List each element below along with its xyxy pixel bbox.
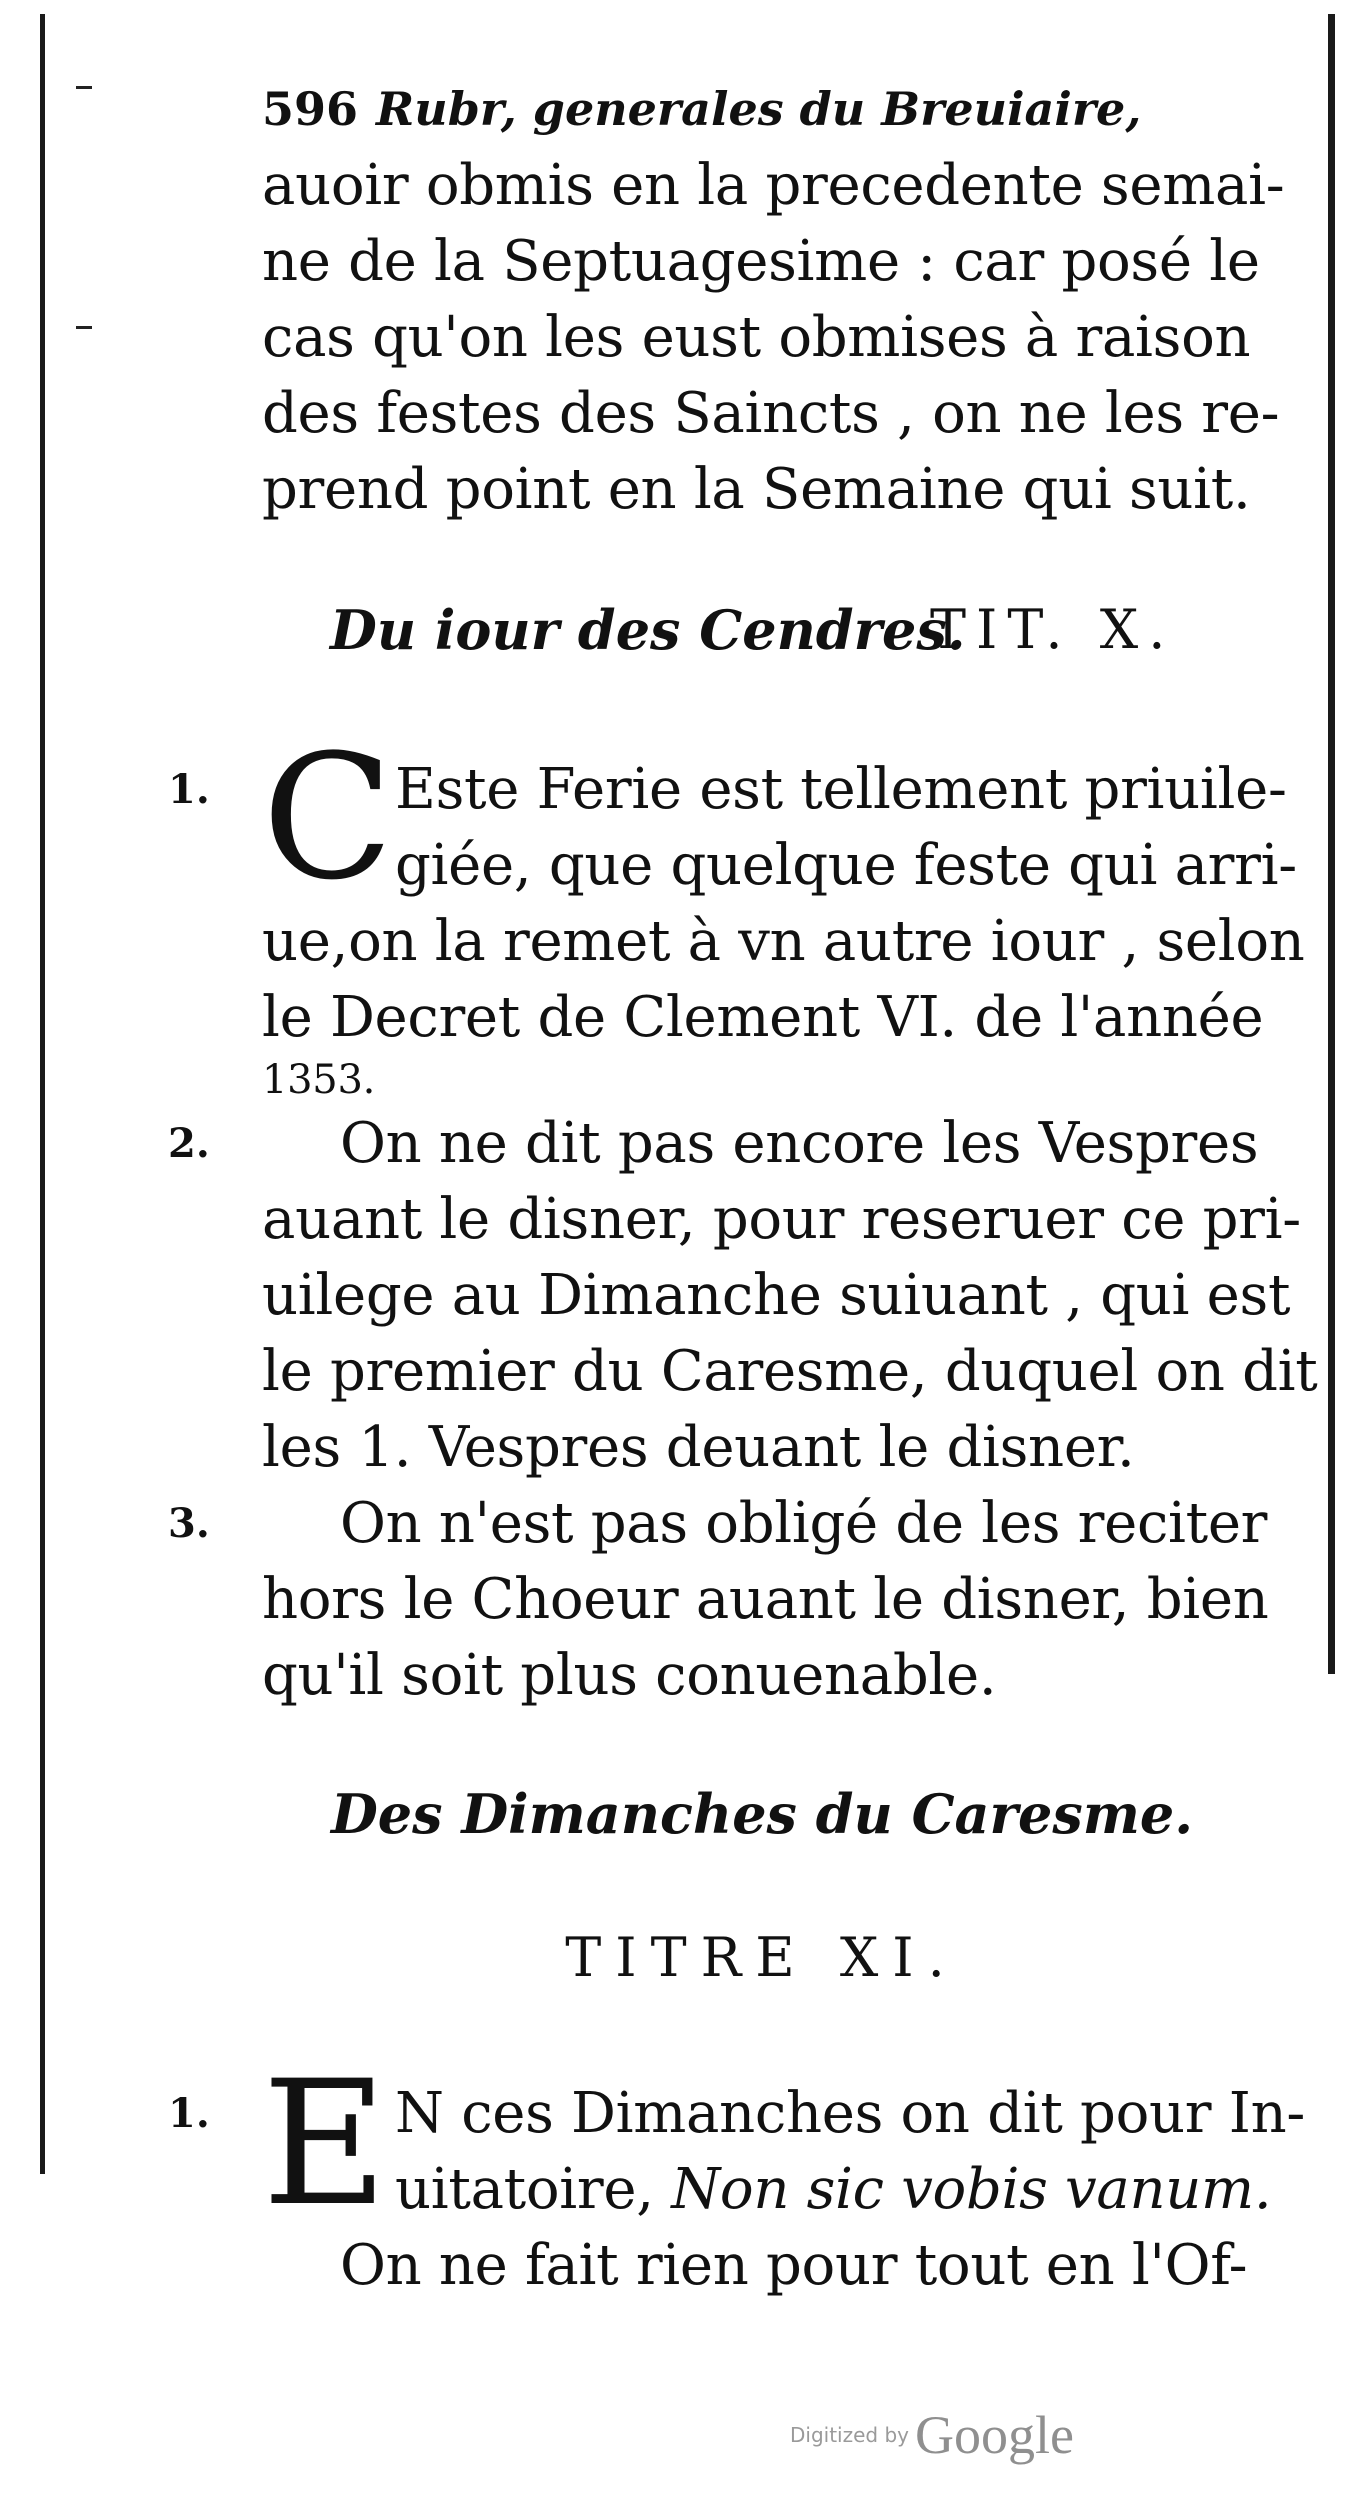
margin-tick [76,86,92,89]
continuation-line: auoir obmis en la precedente semai- [262,153,1285,218]
paragraph-line: On ne fait rien pour tout en l'Of- [340,2233,1248,2298]
section-xi-number: TITRE XI. [565,1926,959,1989]
running-header [262,78,1262,140]
right-page-border [1328,14,1335,1674]
continuation-line: cas qu'on les eust obmises à raison [262,305,1251,370]
left-page-border [40,14,45,2174]
paragraph-line: Este Ferie est tellement priuile- [395,757,1287,822]
italic-incipit: Non sic vobis vanum. [671,2157,1272,2222]
google-logo: Google [915,2405,1074,2465]
roman-text: uitatoire, [395,2157,672,2222]
section-xi-title: Des Dimanches du Caresme. [330,1782,1194,1846]
paragraph-line: qu'il soit plus conuenable. [262,1643,997,1708]
paragraph-number: 1. [168,2090,210,2137]
continuation-line: des festes des Saincts , on ne les re- [262,381,1280,446]
paragraph-line: le Decret de Clement VI. de l'année [262,985,1264,1050]
continuation-line: prend point en la Semaine qui suit. [262,457,1251,522]
paragraph-line: 1353. [262,1057,376,1103]
paragraph-line: le premier du Caresme, duquel on dit [262,1339,1318,1404]
paragraph-number: 1. [168,766,210,813]
page-number: 596 [262,82,359,136]
paragraph-line: On ne dit pas encore les Vespres [340,1111,1259,1176]
paragraph-line: hors le Choeur auant le disner, bien [262,1567,1269,1632]
continuation-line: ne de la Septuagesime : car posé le [262,229,1260,294]
paragraph-line: On n'est pas obligé de les reciter [340,1491,1268,1556]
paragraph-line: ue,on la remet à vn autre iour , selon [262,909,1305,974]
paragraph-line: giée, que quelque feste qui arri- [395,833,1297,898]
drop-cap: C [262,717,394,918]
paragraph-line: uilege au Dimanche suiuant , qui est [262,1263,1291,1328]
paragraph-line [395,2152,1272,2228]
section-x-number: TIT. X. [930,598,1176,661]
digitized-watermark [790,2404,1150,2484]
paragraph-line: les 1. Vespres deuant le disner. [262,1415,1135,1480]
running-title: Rubr, generales du Breuiaire, [376,82,1142,136]
paragraph-number: 3. [168,1500,210,1547]
margin-tick [76,326,92,329]
digitized-label: Digitized by [790,2423,909,2447]
paragraph-line: auant le disner, pour reseruer ce pri- [262,1187,1301,1252]
paragraph-line: N ces Dimanches on dit pour In- [395,2081,1305,2146]
section-x-title: Du iour des Cendres. [330,598,966,662]
drop-cap: E [262,2043,388,2244]
paragraph-number: 2. [168,1120,210,1167]
